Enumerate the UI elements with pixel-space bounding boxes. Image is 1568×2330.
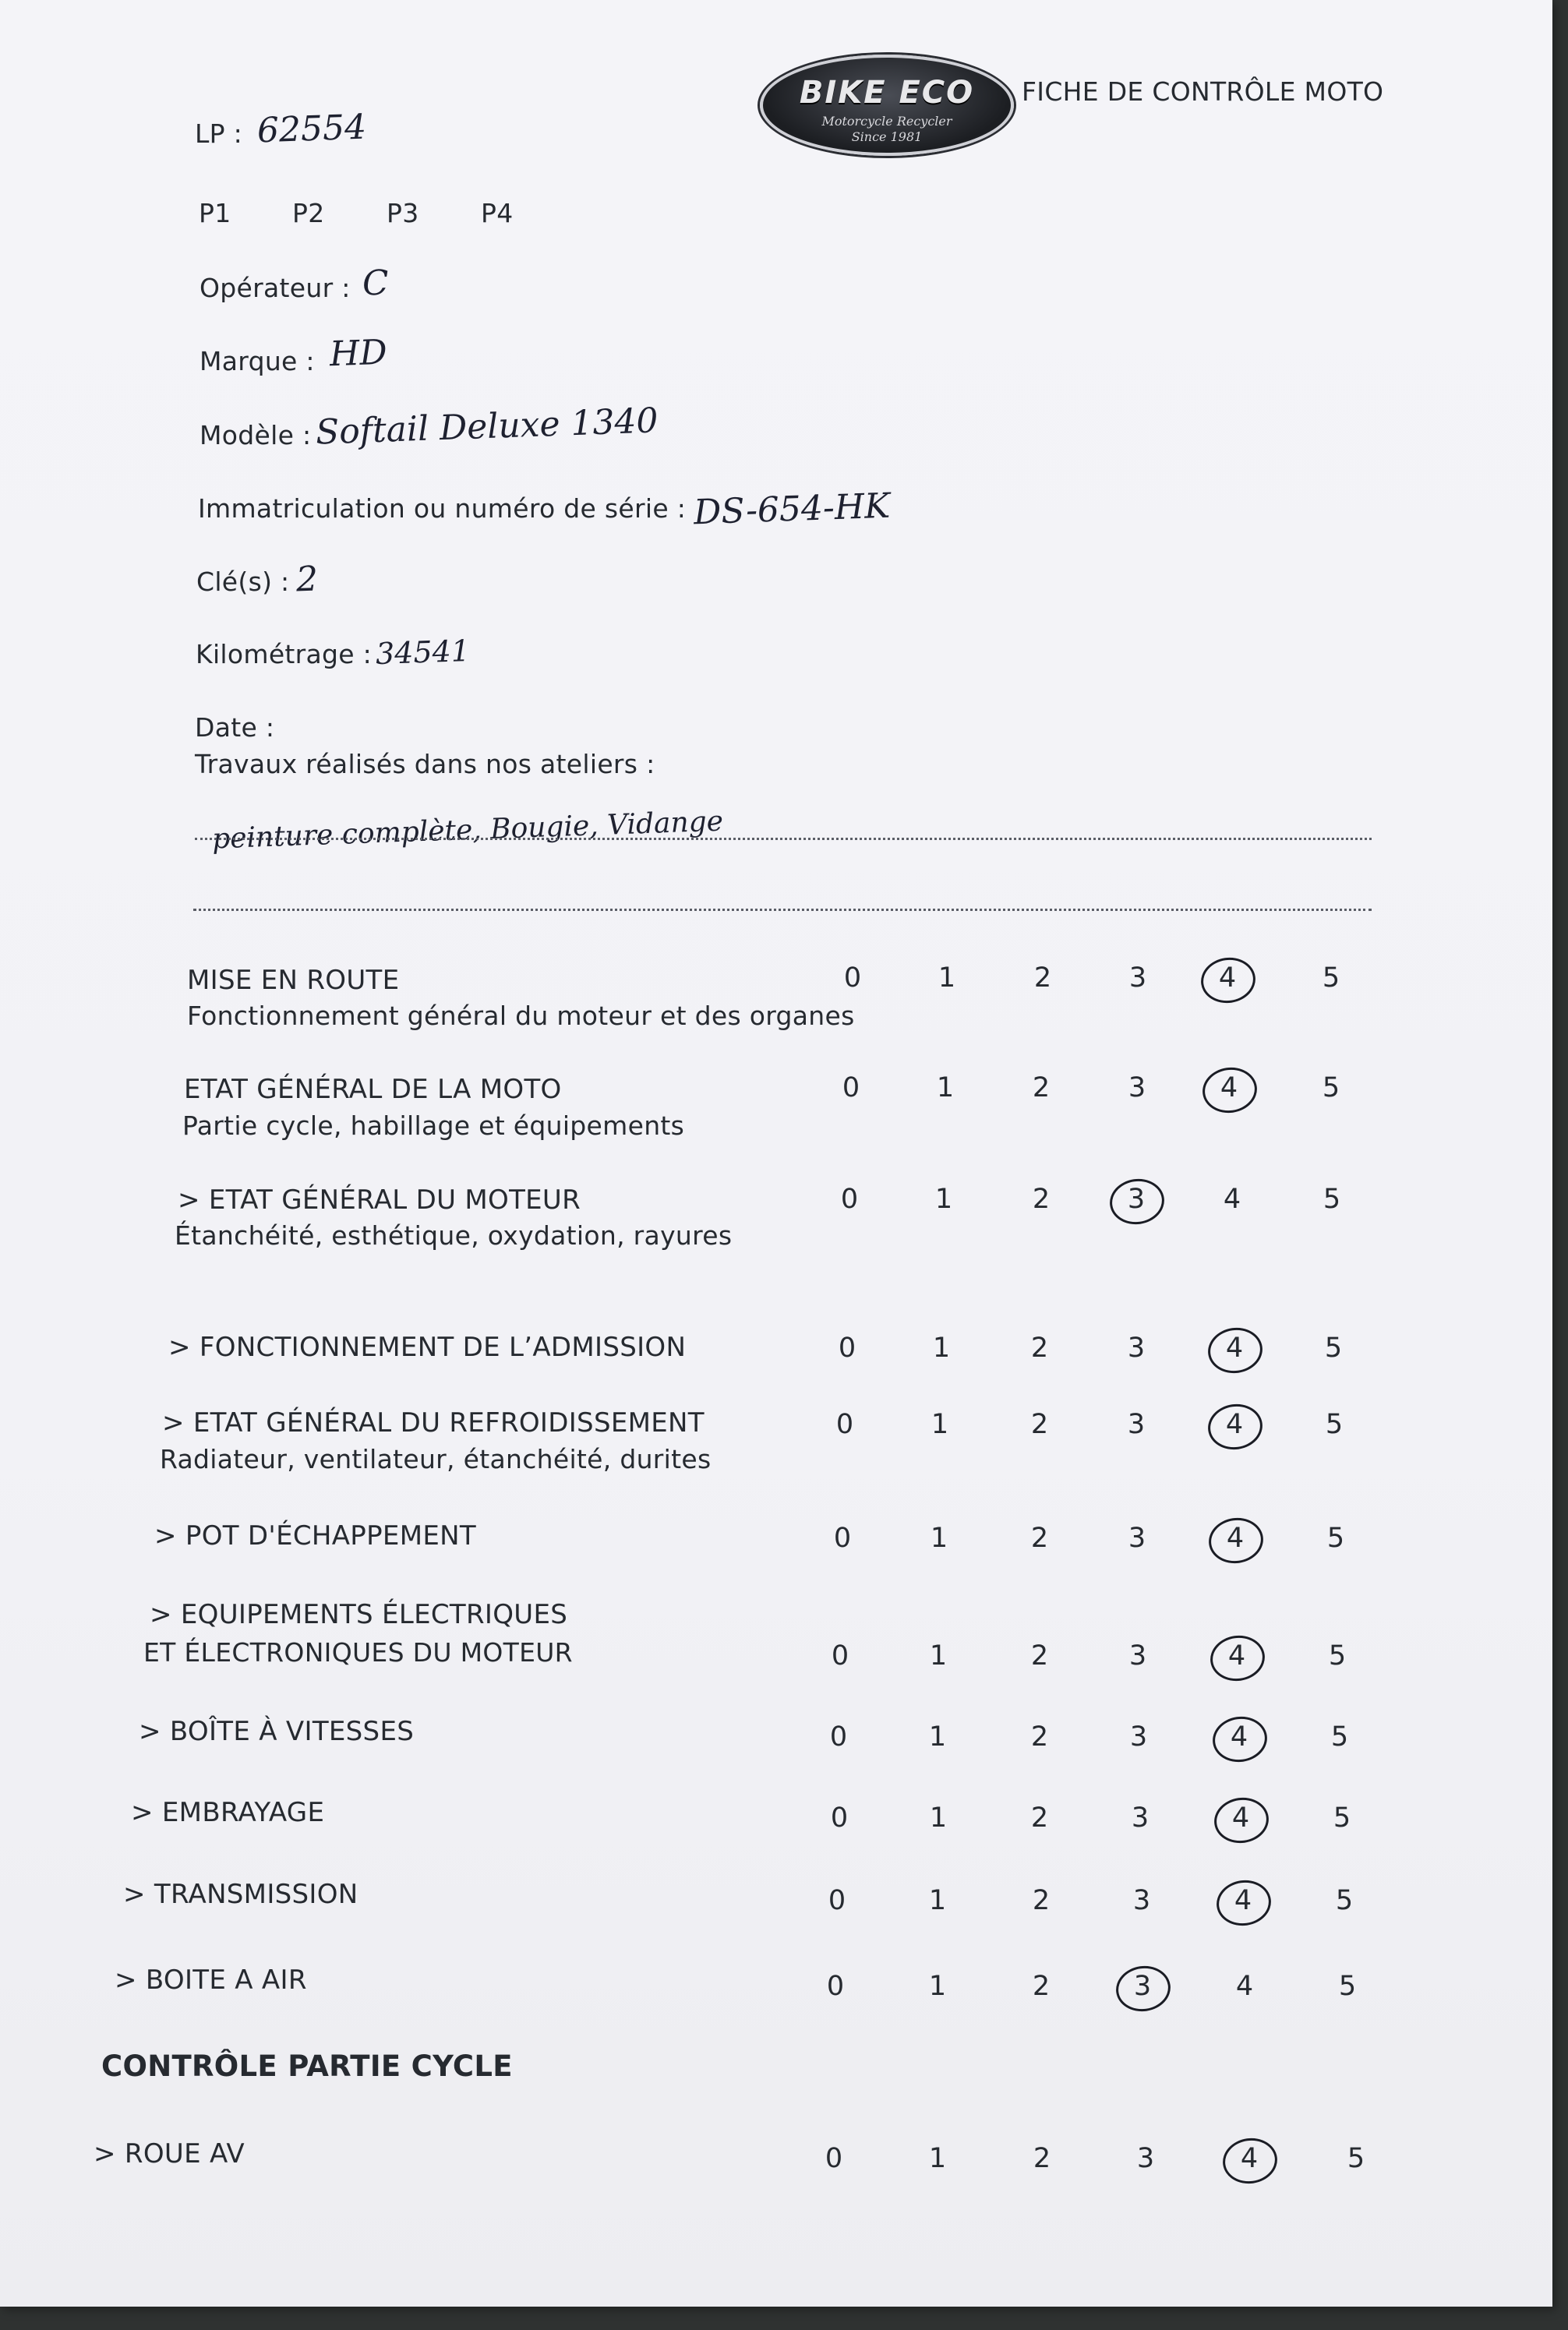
score-option: 2 [1030,1640,1049,1672]
travaux-line-1 [195,838,1372,840]
check-title: > ETAT GÉNÉRAL DU REFROIDISSEMENT [162,1407,705,1439]
score-option: 1 [936,1072,955,1103]
score-option-circled: 4 [1212,1877,1274,1924]
score-option: 5 [1325,1409,1344,1440]
check-title: > BOÎTE À VITESSES [139,1716,415,1747]
cles-label: Clé(s) : [196,567,290,597]
score-option: 5 [1347,2143,1365,2174]
check-subtitle: Partie cycle, habillage et équipements [182,1110,685,1141]
operateur-value: C [362,263,390,304]
marque-label: Marque : [200,346,315,376]
score-option: 3 [1127,1333,1146,1364]
score-option: 2 [1032,1971,1051,2002]
score-option: 0 [831,1640,849,1672]
score-option: 1 [930,1523,948,1554]
lp-label: LP : [195,118,243,149]
score-option-circled: 4 [1206,1633,1268,1679]
score-option-circled: 4 [1218,2135,1280,2182]
travaux-line-2 [193,909,1372,911]
logo-since: Since 1981 [851,129,923,144]
check-subtitle: Étanchéité, esthétique, oxydation, rayures [175,1220,733,1251]
score-option-circled: 4 [1196,955,1259,1001]
score-option: 1 [932,1333,951,1364]
score-option: 0 [826,1971,845,2002]
score-option-circled: 4 [1210,1795,1272,1841]
check-title: > ROUE AV [94,2138,245,2169]
score-option: 1 [938,962,956,994]
score-option-circled: 3 [1105,1176,1167,1223]
check-subtitle: ET ÉLECTRONIQUES DU MOTEUR [143,1637,573,1668]
score-option: 2 [1033,962,1052,994]
score-option: 0 [843,962,862,994]
score-option-circled: 4 [1203,1401,1266,1448]
marque-value: HD [329,332,388,375]
score-option: 0 [838,1333,856,1364]
modele-label: Modèle : [200,420,312,450]
date-label: Date : [195,712,275,743]
check-title: > TRANSMISSION [123,1879,358,1910]
score-option: 3 [1136,2143,1155,2174]
check-title: > BOITE A AIR [115,1965,307,1996]
score-option: 1 [929,1802,948,1834]
score-option: 2 [1030,1409,1049,1440]
score-option: 0 [840,1184,859,1215]
score-option: 2 [1032,1184,1051,1215]
score-option: 3 [1132,1885,1151,1916]
logo-tagline: Motorcycle Recycler [821,114,952,129]
bike-eco-logo [760,55,1014,156]
score-option: 5 [1335,1885,1354,1916]
score-option: 5 [1326,1523,1345,1554]
score-option: 1 [934,1184,953,1215]
score-option: 3 [1128,1640,1147,1672]
score-option: 4 [1235,1971,1254,2002]
score-option: 3 [1128,1072,1146,1103]
score-option: 2 [1033,2143,1051,2174]
score-option: 0 [825,2143,843,2174]
score-option: 3 [1129,1721,1148,1753]
score-option: 5 [1328,1640,1347,1672]
score-option: 3 [1131,1802,1150,1834]
check-title: ETAT GÉNÉRAL DE LA MOTO [184,1074,562,1105]
score-option: 0 [842,1072,860,1103]
check-title: MISE EN ROUTE [187,965,400,996]
position-p1: P1 [199,198,231,228]
score-option-circled: 4 [1203,1325,1266,1372]
score-option: 0 [828,1885,846,1916]
score-option: 2 [1030,1721,1049,1753]
score-option-circled: 4 [1204,1515,1266,1562]
score-option: 1 [928,2143,947,2174]
score-option: 0 [833,1523,852,1554]
check-title: > EMBRAYAGE [131,1797,325,1828]
score-option-circled: 3 [1111,1963,1174,2010]
score-option: 5 [1330,1721,1349,1753]
score-option: 1 [928,1721,947,1753]
modele-value: Softail Deluxe 1340 [315,401,659,453]
score-option: 2 [1030,1802,1049,1834]
check-title: > EQUIPEMENTS ÉLECTRIQUES [150,1599,568,1630]
score-option: 1 [928,1885,947,1916]
score-option: 5 [1324,1333,1343,1364]
score-option: 5 [1322,962,1340,994]
score-option: 5 [1322,1072,1340,1103]
score-option: 3 [1128,1523,1146,1554]
check-title: > ETAT GÉNÉRAL DU MOTEUR [178,1184,581,1216]
score-option-circled: 4 [1208,1714,1270,1760]
position-p4: P4 [481,198,514,228]
document-title: FICHE DE CONTRÔLE MOTO [1022,76,1384,107]
kilometrage-value: 34541 [375,633,471,672]
score-option: 2 [1032,1072,1051,1103]
check-title: > FONCTIONNEMENT DE L’ADMISSION [168,1332,687,1363]
operateur-label: Opérateur : [200,273,351,303]
check-subtitle: Fonctionnement général du moteur et des organes [187,1001,855,1031]
score-option: 4 [1223,1184,1241,1215]
score-option: 5 [1323,1184,1341,1215]
immatriculation-value: DS-654-HK [693,485,891,533]
section-title-partie-cycle: CONTRÔLE PARTIE CYCLE [101,2049,513,2083]
score-option: 3 [1127,1409,1146,1440]
score-option: 5 [1338,1971,1357,2002]
score-option: 1 [931,1409,949,1440]
logo-brand: BIKE ECO [799,75,975,111]
position-p2: P2 [292,198,325,228]
score-option: 0 [835,1409,854,1440]
travaux-label: Travaux réalisés dans nos ateliers : [195,749,655,779]
lp-value: 62554 [256,107,367,151]
score-option: 2 [1032,1885,1051,1916]
score-option: 0 [829,1721,848,1753]
immatriculation-label: Immatriculation ou numéro de série : [198,493,687,524]
check-subtitle: Radiateur, ventilateur, étanchéité, durites [160,1444,712,1474]
score-option: 2 [1030,1333,1049,1364]
score-option: 1 [929,1640,948,1672]
position-p3: P3 [387,198,419,228]
score-option: 0 [830,1802,849,1834]
score-option: 1 [928,1971,947,2002]
score-option: 2 [1030,1523,1049,1554]
kilometrage-label: Kilométrage : [196,639,373,669]
score-option: 3 [1128,962,1147,994]
check-title: > POT D'ÉCHAPPEMENT [154,1520,476,1552]
score-option: 5 [1333,1802,1351,1834]
travaux-value: peinture complète, Bougie, Vidange [211,805,724,856]
score-option-circled: 4 [1198,1064,1260,1111]
cles-value: 2 [295,559,319,600]
